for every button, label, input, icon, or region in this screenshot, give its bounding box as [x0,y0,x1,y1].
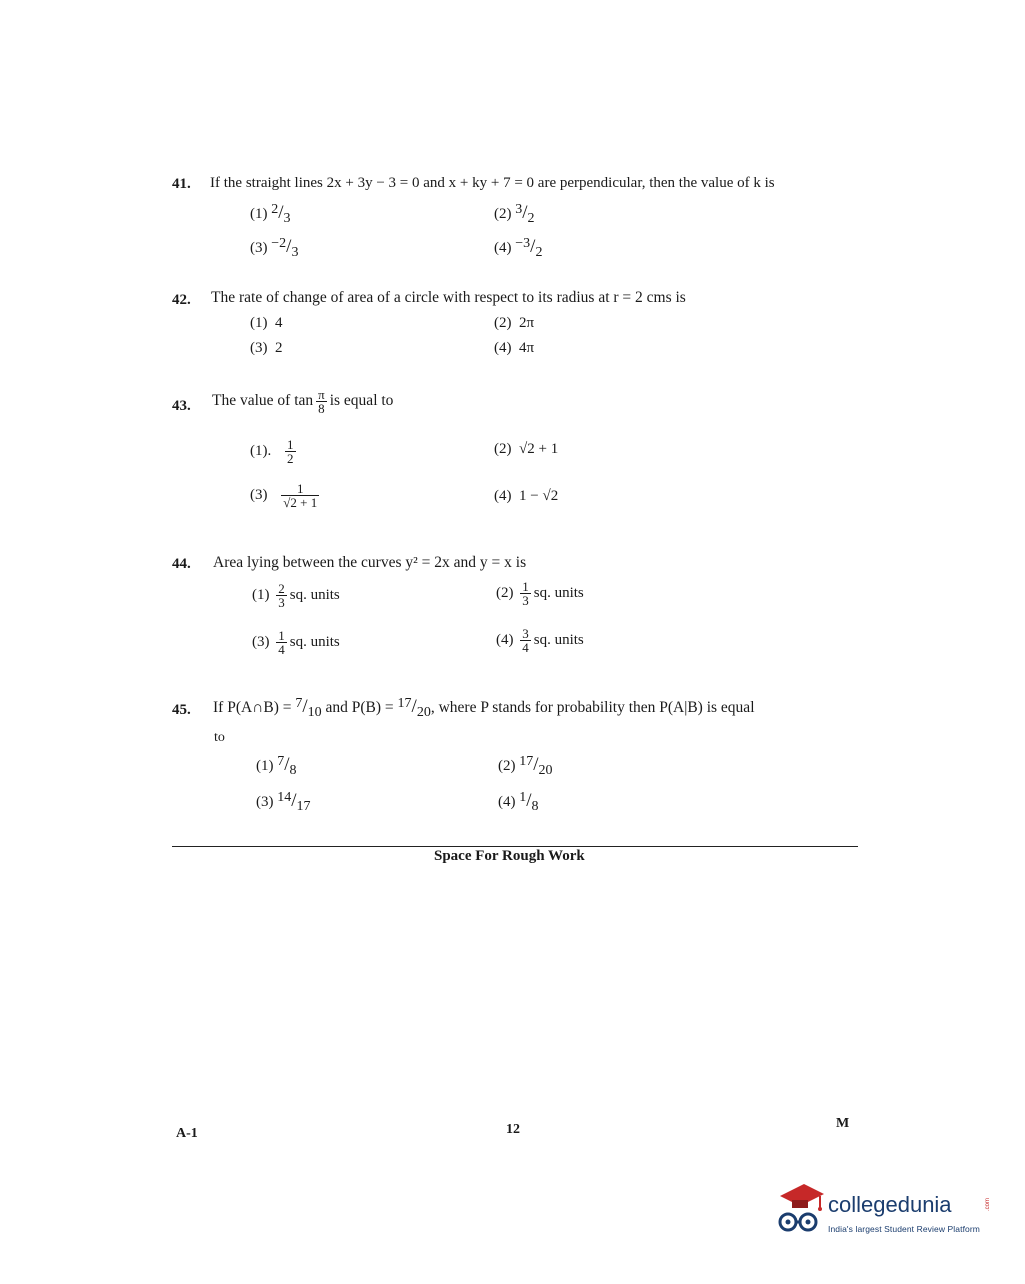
question-44-text: Area lying between the curves y² = 2x and y = x is [213,554,527,571]
question-44-number: 44. [172,556,191,572]
q42-option-4: (4) 4π [494,340,535,356]
rough-work-label: Space For Rough Work [434,848,585,864]
q44-option-4: (4) $\frac{3}{4}$ sq. units [496,626,584,655]
question-43-number: 43. [172,398,191,414]
q43-option-4: (4) 1 − √2 [494,488,559,504]
q42-option-2: (2) 2π [494,315,535,331]
q41-option-1: (1) $^2/_3$ [250,202,291,226]
question-43-text: The value of tan $\frac{\pi}{8}$ is equal to [212,387,394,416]
logo-wordmark: collegedunia [828,1192,952,1217]
q44-option-2: (2) $\frac{1}{3}$ sq. units [496,579,584,608]
q42-option-3: (3) 2 [250,340,283,356]
q45-option-2: (2) $^{17}/_{20}$ [498,754,553,778]
question-45-text: If P(A∩B) = $^7/_{10}$ and $P(B) = ^{17}/_{20}$, where P stands for probability then P(A|B) is equal [213,696,755,720]
q44-option-3: (3) $\frac{1}{4}$ sq. units [252,628,340,657]
logo-domain: .com [985,1198,991,1212]
collegedunia-logo [770,1176,1000,1246]
q41-option-4: (4) $^{-3}/_2$ [494,236,543,260]
page-number: 12 [506,1122,520,1137]
q44-option-1: (1) $\frac{2}{3}$ sq. units [252,581,340,610]
q45-option-4: (4) $^1/_8$ [498,790,539,814]
q43-option-3: (3) $\frac{1}{√2 + 1}$ [250,481,318,510]
question-41-text: If the straight lines 2x + 3y − 3 = 0 and x + ky + 7 = 0 are perpendicular, then the value of k is [210,175,775,191]
q42-option-1: (1) 4 [250,315,283,331]
question-41-number: 41. [172,176,191,192]
question-45-number: 45. [172,702,191,718]
q45-option-3: (3) $^{14}/_{17}$ [256,790,311,814]
q41-option-2: (2) $^3/_2$ [494,202,535,226]
q43-option-1: (1). $\frac{1}{2}$ [250,437,294,466]
graduate-mascot-icon [770,1176,826,1238]
q45-option-1: (1) $^7/_8$ [256,754,297,778]
q43-option-2: (2) √2 + 1 [494,441,559,457]
rough-work-divider [172,846,858,847]
question-42-text: The rate of change of area of a circle with respect to its radius at r = 2 cms is [211,289,686,306]
paper-code-left: A-1 [176,1126,198,1141]
question-42-number: 42. [172,292,191,308]
question-45-text-continued: to [214,730,225,745]
q41-option-3: (3) $^{-2}/_3$ [250,236,299,260]
logo-tagline: India's largest Student Review Platform [828,1224,980,1234]
paper-code-right: M [836,1116,850,1131]
